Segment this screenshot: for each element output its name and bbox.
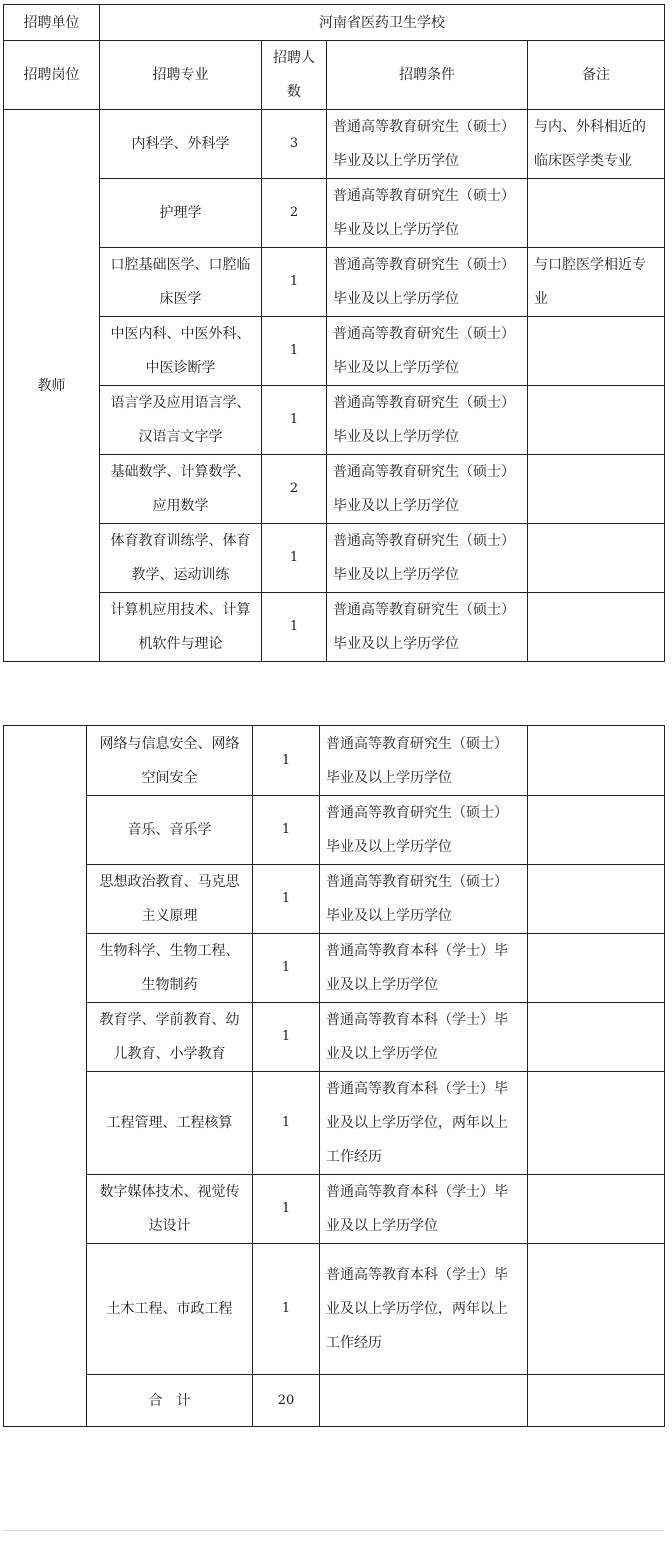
conditions-cell: 普通高等教育研究生（硕士）毕业及以上学历学位 (327, 455, 528, 524)
table-row (4, 1175, 665, 1244)
bottom-divider (3, 1530, 664, 1531)
conditions-cell: 普通高等教育本科（学士）毕业及以上学历学位 (320, 1003, 528, 1072)
conditions-cell: 普通高等教育研究生（硕士）毕业及以上学历学位 (327, 179, 528, 248)
count-cell: 1 (262, 593, 327, 662)
major-cell: 音乐、音乐学 (87, 796, 253, 865)
major-cell: 口腔基础医学、口腔临床医学 (100, 248, 262, 317)
remarks-cell (528, 726, 665, 796)
count-cell: 1 (253, 934, 320, 1003)
count-cell: 1 (262, 524, 327, 593)
major-cell: 网络与信息安全、网络空间安全 (87, 726, 253, 796)
table-row (4, 796, 665, 865)
remarks-cell (528, 386, 665, 455)
count-cell: 1 (262, 317, 327, 386)
total-remarks-empty (528, 1375, 665, 1427)
conditions-cell: 普通高等教育研究生（硕士）毕业及以上学历学位 (327, 110, 528, 179)
header-row (4, 41, 665, 110)
table-row (4, 455, 665, 524)
header-position: 招聘岗位 (4, 41, 100, 110)
conditions-cell: 普通高等教育研究生（硕士）毕业及以上学历学位 (320, 726, 528, 796)
conditions-cell: 普通高等教育研究生（硕士）毕业及以上学历学位 (327, 524, 528, 593)
count-cell: 1 (262, 386, 327, 455)
remarks-cell (528, 1244, 665, 1375)
table-row (4, 386, 665, 455)
major-cell: 计算机应用技术、计算机软件与理论 (100, 593, 262, 662)
position-cell-empty (4, 726, 87, 1427)
remarks-cell (528, 179, 665, 248)
remarks-cell (528, 1003, 665, 1072)
total-count: 20 (253, 1375, 320, 1427)
remarks-cell (528, 1072, 665, 1175)
remarks-cell (528, 455, 665, 524)
remarks-cell: 与口腔医学相近专业 (528, 248, 665, 317)
remarks-cell (528, 1175, 665, 1244)
conditions-cell: 普通高等教育研究生（硕士）毕业及以上学历学位 (320, 865, 528, 934)
remarks-cell (528, 317, 665, 386)
major-cell: 生物科学、生物工程、生物制药 (87, 934, 253, 1003)
table-row (4, 524, 665, 593)
header-major: 招聘专业 (100, 41, 262, 110)
conditions-cell: 普通高等教育研究生（硕士）毕业及以上学历学位 (320, 796, 528, 865)
count-cell: 1 (253, 1175, 320, 1244)
remarks-cell (528, 934, 665, 1003)
recruitment-table-part1 (3, 4, 665, 662)
table-row (4, 1003, 665, 1072)
remarks-cell (528, 593, 665, 662)
major-cell: 护理学 (100, 179, 262, 248)
table-row (4, 865, 665, 934)
count-cell: 1 (253, 1003, 320, 1072)
major-cell: 语言学及应用语言学、汉语言文字学 (100, 386, 262, 455)
conditions-cell: 普通高等教育研究生（硕士）毕业及以上学历学位 (327, 317, 528, 386)
major-cell: 数字媒体技术、视觉传达设计 (87, 1175, 253, 1244)
recruitment-table-part2 (3, 725, 665, 1427)
count-cell: 1 (253, 1244, 320, 1375)
count-cell: 1 (253, 726, 320, 796)
major-cell: 工程管理、工程核算 (87, 1072, 253, 1175)
table-row (4, 179, 665, 248)
total-conditions-empty (320, 1375, 528, 1427)
table-row (4, 726, 665, 796)
conditions-cell: 普通高等教育研究生（硕士）毕业及以上学历学位 (327, 593, 528, 662)
total-row (4, 1375, 665, 1427)
total-label: 合 计 (87, 1375, 253, 1427)
header-conditions: 招聘条件 (327, 41, 528, 110)
major-cell: 土木工程、市政工程 (87, 1244, 253, 1375)
unit-row (4, 5, 665, 41)
unit-label: 招聘单位 (4, 5, 100, 41)
major-cell: 体育教育训练学、体育教学、运动训练 (100, 524, 262, 593)
count-cell: 1 (262, 248, 327, 317)
major-cell: 内科学、外科学 (100, 110, 262, 179)
remarks-cell (528, 524, 665, 593)
conditions-cell: 普通高等教育本科（学士）毕业及以上学历学位，两年以上工作经历 (320, 1244, 528, 1375)
count-cell: 3 (262, 110, 327, 179)
conditions-cell: 普通高等教育研究生（硕士）毕业及以上学历学位 (327, 386, 528, 455)
count-cell: 1 (253, 796, 320, 865)
table-row (4, 1244, 665, 1375)
count-cell: 1 (253, 865, 320, 934)
major-cell: 思想政治教育、马克思主义原理 (87, 865, 253, 934)
table-row (4, 593, 665, 662)
unit-value: 河南省医药卫生学校 (100, 5, 665, 41)
major-cell: 基础数学、计算数学、应用数学 (100, 455, 262, 524)
position-cell: 教师 (4, 110, 100, 662)
count-cell: 2 (262, 179, 327, 248)
header-remarks: 备注 (528, 41, 665, 110)
remarks-cell: 与内、外科相近的临床医学类专业 (528, 110, 665, 179)
conditions-cell: 普通高等教育本科（学士）毕业及以上学历学位，两年以上工作经历 (320, 1072, 528, 1175)
conditions-cell: 普通高等教育本科（学士）毕业及以上学历学位 (320, 934, 528, 1003)
count-cell: 1 (253, 1072, 320, 1175)
table-row (4, 248, 665, 317)
major-cell: 中医内科、中医外科、中医诊断学 (100, 317, 262, 386)
table-row (4, 934, 665, 1003)
table-row (4, 317, 665, 386)
header-count: 招聘人数 (262, 41, 327, 110)
remarks-cell (528, 865, 665, 934)
major-cell: 教育学、学前教育、幼儿教育、小学教育 (87, 1003, 253, 1072)
conditions-cell: 普通高等教育研究生（硕士）毕业及以上学历学位 (327, 248, 528, 317)
table-row (4, 1072, 665, 1175)
count-cell: 2 (262, 455, 327, 524)
table-row (4, 110, 665, 179)
conditions-cell: 普通高等教育本科（学士）毕业及以上学历学位 (320, 1175, 528, 1244)
remarks-cell (528, 796, 665, 865)
